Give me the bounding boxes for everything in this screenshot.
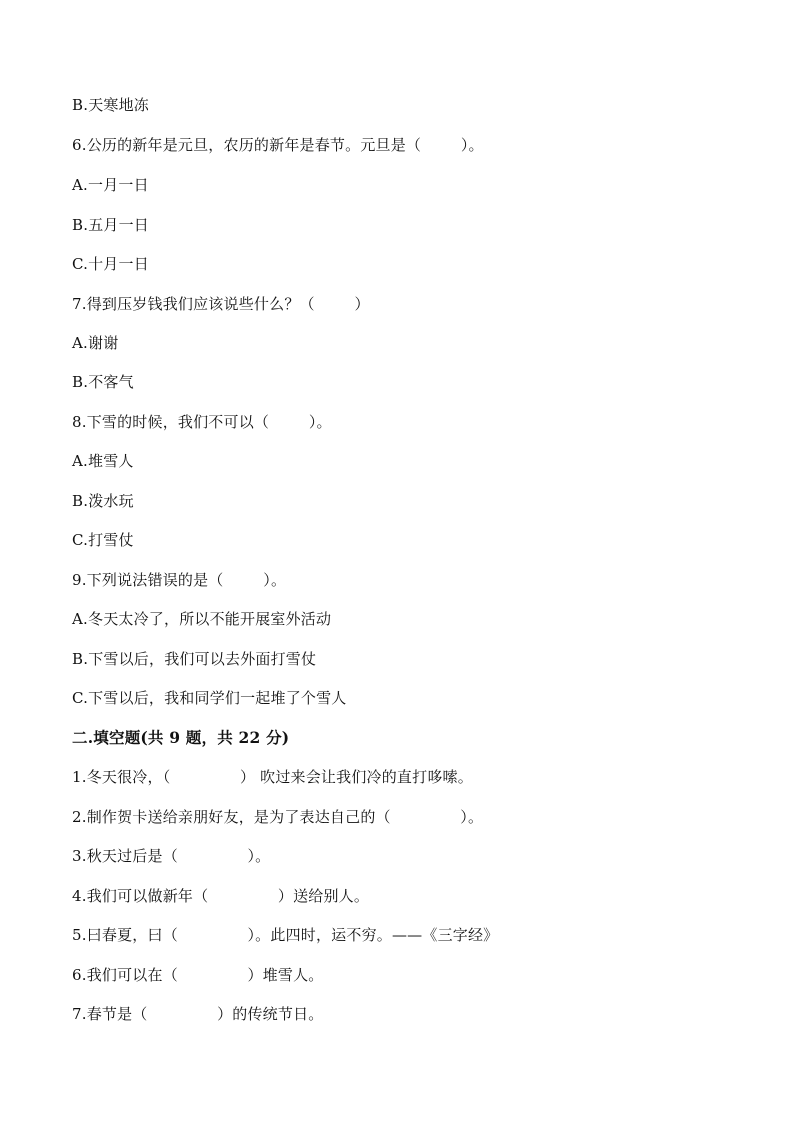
option-6a: A.一月一日 [72,176,149,194]
question-7: 7.得到压岁钱我们应该说些什么？（ ） [72,295,370,313]
question-6: 6.公历的新年是元旦，农历的新年是春节。元旦是（ ）。 [72,136,484,154]
question-8: 8.下雪的时候，我们不可以（ ）。 [72,413,332,431]
option-6c: C.十月一日 [72,255,149,273]
option-9a: A.冬天太冷了，所以不能开展室外活动 [72,610,332,628]
option-7b: B.不客气 [72,373,134,391]
option-6b: B.五月一日 [72,216,149,234]
option-7a: A.谢谢 [72,334,119,352]
option-5b: B.天寒地冻 [72,96,149,114]
option-8c: C.打雪仗 [72,531,134,549]
fill-question-3: 3.秋天过后是（ ）。 [72,847,271,865]
option-9b: B.下雪以后，我们可以去外面打雪仗 [72,650,317,668]
fill-question-2: 2.制作贺卡送给亲朋好友，是为了表达自己的（ ）。 [72,808,484,826]
option-9c: C.下雪以后，我和同学们一起堆了个雪人 [72,689,347,707]
fill-question-1: 1.冬天很冷，（ ） 吹过来会让我们冷的直打哆嗦。 [72,768,473,786]
option-8b: B.泼水玩 [72,492,134,510]
fill-question-5: 5.曰春夏，曰（ ）。此四时，运不穷。——《三字经》 [72,926,499,944]
fill-question-7: 7.春节是（ ）的传统节日。 [72,1005,324,1023]
section-heading-fill-blank: 二.填空题(共 9 题，共 22 分) [72,728,290,747]
question-9: 9.下列说法错误的是（ ）。 [72,571,287,589]
option-8a: A.堆雪人 [72,452,134,470]
fill-question-4: 4.我们可以做新年（ ）送给别人。 [72,887,370,905]
fill-question-6: 6.我们可以在（ ）堆雪人。 [72,966,324,984]
